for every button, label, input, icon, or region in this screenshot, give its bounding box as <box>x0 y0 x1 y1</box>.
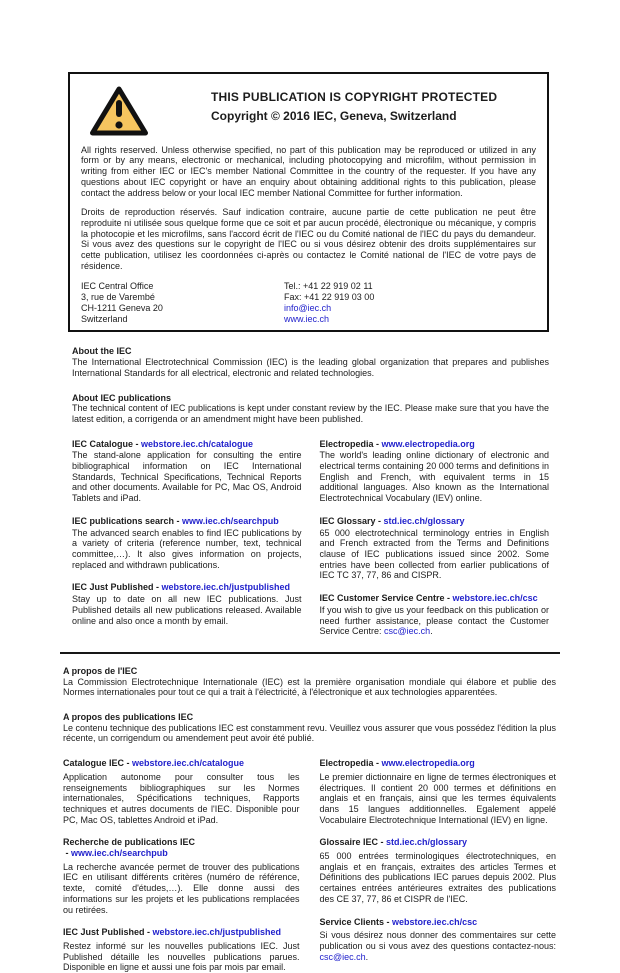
section-body: Le contenu technique des publications IEC est constamment revu. Veuillez vous assurer que vous possédez l'édition la plus récente, un corrigendum ou amendement peut avoir été publié. <box>63 722 557 744</box>
english-section <box>72 346 549 636</box>
about-the-iec-section <box>72 346 549 378</box>
entry-url-link[interactable]: webstore.iec.ch/catalogue <box>132 758 245 769</box>
entry-body: The advanced search enables to find IEC publications by a variety of criteria (reference number, text, technical committee,…). It also gives information on projects, replaced and withdrawn publications. <box>72 527 302 570</box>
contact-block <box>81 281 536 325</box>
separator: - <box>63 848 71 859</box>
entry-body-text: Si vous désirez nous donner des commentaires sur cette publication ou si vous avez des questions contactez-nous: <box>319 930 556 951</box>
entry-electropedia-fr <box>320 758 557 825</box>
csc-email-link[interactable]: csc@iec.ch <box>319 951 366 962</box>
separator: - <box>384 916 393 927</box>
separator: - <box>373 438 382 449</box>
copyright-subtitle: Copyright © 2016 IEC, Geneva, Switzerland <box>211 108 457 123</box>
entry-body-text: If you wish to give us your feedback on this publication or need further assistance, please contact the Customer Service Centre: <box>319 604 549 637</box>
entry-body-suffix: . <box>430 626 433 637</box>
separator: - <box>375 515 384 526</box>
csc-email-link[interactable]: csc@iec.ch <box>384 626 431 637</box>
entry-url-link[interactable]: std.iec.ch/glossary <box>386 837 468 848</box>
entry-title: Catalogue IEC <box>63 758 125 769</box>
a-propos-des-publications-section <box>63 712 556 744</box>
entry-url-link[interactable]: webstore.iec.ch/csc <box>452 593 538 604</box>
section-heading: A propos de l'IEC <box>63 665 138 676</box>
entry-title: Electropedia <box>319 758 374 769</box>
entry-iec-customer-service-centre <box>320 593 550 637</box>
entry-title: IEC Catalogue <box>72 438 134 449</box>
entry-title: Electropedia <box>319 438 374 449</box>
french-left-column <box>63 758 300 973</box>
section-heading: A propos des publications IEC <box>63 712 194 723</box>
section-divider-line <box>60 652 560 654</box>
entry-body: The stand-alone application for consulting the entire bibliographical information on IEC International Standards, Technical Specifications, Technical Reports and other documents. Available for PC, Mac OS, Android Tablets and iPad. <box>72 450 302 504</box>
copyright-notice-english: All rights reserved. Unless otherwise specified, no part of this publication may be reproduced or utilized in any form or by any means, electronic or mechanical, including photocopying and microfilm, without permission in writing from either IEC or IEC's member National Committee in the country of the requester. If you have any questions about IEC copyright or have an enquiry about obtaining additional rights to this publication, please contact the address below or your local IEC member National Committee for further information. <box>81 144 536 198</box>
website-link[interactable]: www.iec.ch <box>284 314 330 325</box>
entry-title: Service Clients <box>319 916 385 927</box>
english-publication-columns <box>72 439 549 637</box>
entry-body <box>320 605 550 637</box>
entry-url-link[interactable]: www.electropedia.org <box>381 758 475 769</box>
iec-phone-web <box>284 281 374 325</box>
separator: - <box>378 837 387 848</box>
separator: - <box>373 758 382 769</box>
separator: - <box>144 927 153 938</box>
entry-title: IEC Just Published <box>63 927 145 938</box>
entry-iec-just-published-en <box>72 582 302 626</box>
entry-url-link[interactable]: std.iec.ch/glossary <box>383 515 465 526</box>
entry-iec-glossary <box>320 516 550 581</box>
separator: - <box>444 593 453 604</box>
copyright-title: THIS PUBLICATION IS COPYRIGHT PROTECTED <box>211 90 498 104</box>
entry-body: Stay up to date on all new IEC publications. Just Published details all new publications released. Available online and also once a month by email. <box>72 594 302 626</box>
copyright-box-header <box>81 85 536 140</box>
entry-url-link[interactable]: www.iec.ch/searchpub <box>71 848 168 859</box>
entry-body: Restez informé sur les nouvelles publications IEC. Just Published détaille les nouvelles publications parues. Disponible en ligne et aussi une fois par mois par email. <box>63 940 300 973</box>
entry-title: Glossaire IEC <box>319 837 379 848</box>
entry-url-link[interactable]: webstore.iec.ch/catalogue <box>141 438 254 449</box>
entry-url-link[interactable]: webstore.iec.ch/justpublished <box>161 582 291 593</box>
entry-title: Recherche de publications IEC <box>63 837 196 848</box>
copyright-titles <box>211 85 497 121</box>
english-left-column <box>72 439 302 637</box>
entry-body: 65 000 entrées terminologiques électrotechniques, en anglais et en français, extraites des articles Termes et Définitions des publications IEC parues depuis 2002. Plus certaines entrées antérieures extraites des publications des CE 37, 77, 86 et CISPR de l'IEC. <box>319 851 556 904</box>
french-publication-columns <box>63 758 556 973</box>
entry-body: 65 000 electrotechnical terminology entries in English and French extracted from the Terms and Definitions clause of IEC publications issued since 2002. Some entries have been collected from earlier publications of IEC TC 37, 77, 86 and CISPR. <box>319 527 549 581</box>
entry-body: Application autonome pour consulter tous les renseignements bibliographiques sur les Normes internationales, Spécifications techniques, Rapports techniques et autres documents de l'IEC. Disponible pour PC, Mac OS, tablettes Android et iPad. <box>63 771 300 825</box>
entry-catalogue-iec <box>63 758 300 825</box>
entry-iec-publications-search <box>72 516 302 571</box>
section-heading: About IEC publications <box>72 392 171 403</box>
english-right-column <box>320 439 550 637</box>
address-line: IEC Central Office <box>81 281 154 292</box>
separator: - <box>124 758 133 769</box>
entry-glossaire-iec <box>320 837 557 904</box>
entry-body <box>320 930 557 962</box>
entry-url-link[interactable]: www.iec.ch/searchpub <box>182 515 279 526</box>
address-line: Switzerland <box>81 314 128 325</box>
entry-body-suffix: . <box>365 951 369 962</box>
french-section <box>63 666 556 973</box>
a-propos-de-iec-section <box>63 666 556 698</box>
entry-title: IEC Glossary <box>319 515 376 526</box>
entry-url-link[interactable]: webstore.iec.ch/csc <box>392 916 478 927</box>
section-heading: About the IEC <box>72 346 132 357</box>
email-link[interactable]: info@iec.ch <box>284 303 332 314</box>
entry-iec-just-published-fr <box>63 927 300 973</box>
section-body: The technical content of IEC publications is kept under constant review by the IEC. Please make sure that you have the latest edition, a corrigenda or an amendment might have been published. <box>72 403 549 424</box>
separator: - <box>174 515 183 526</box>
entry-body: Le premier dictionnaire en ligne de termes électroniques et électriques. Il contient 20 000 termes et définitions en anglais et en français, ainsi que les termes équivalents dans 15 langues additionnelles. Egalement appelé Vocabulaire Electrotechnique International (IEV) en ligne. <box>319 771 556 825</box>
entry-url-link[interactable]: www.electropedia.org <box>381 438 475 449</box>
french-right-column <box>320 758 557 973</box>
entry-body: La recherche avancée permet de trouver des publications IEC en utilisant différents critères (numéro de référence, texte, comité d'études,…). Elle donne aussi des informations sur les projets et les publications remplacées ou retirées. <box>63 861 300 915</box>
entry-title: IEC Just Published <box>72 582 154 593</box>
section-body: La Commission Electrotechnique Internationale (IEC) est la première organisation mondiale qui élabore et publie des Normes internationales pour tout ce qui a trait à l'électricité, à l'électronique et aux technologies apparentées. <box>63 676 556 698</box>
separator: - <box>153 582 162 593</box>
address-line: CH-1211 Geneva 20 <box>81 303 163 314</box>
about-iec-publications-section <box>72 393 549 425</box>
entry-electropedia-en <box>320 439 550 504</box>
entry-service-clients <box>320 917 557 963</box>
telephone-number: Tel.: +41 22 919 02 11 <box>284 281 373 292</box>
entry-title: IEC Customer Service Centre <box>319 593 445 604</box>
copyright-notice-box <box>68 72 549 332</box>
fax-number: Fax: +41 22 919 03 00 <box>284 292 375 303</box>
entry-recherche-de-publications <box>63 837 300 915</box>
entry-iec-catalogue <box>72 439 302 504</box>
warning-triangle-icon <box>89 85 149 140</box>
entry-url-link[interactable]: webstore.iec.ch/justpublished <box>152 927 282 938</box>
iec-address <box>81 281 284 325</box>
copyright-notice-french: Droits de reproduction réservés. Sauf indication contraire, aucune partie de cette publication ne peut être reproduite ni utilisée sous quelque forme que ce soit et par aucun procédé, électronique ou mécanique, y compris la photocopie et les microfilms, sans l'accord écrit de l'IEC ou du Comité national de l'IEC du pays du demandeur. Si vous avez des questions sur le copyright de l'IEC ou si vous désirez obtenir des droits supplémentaires sur cette publication, utilisez les coordonnées ci-après ou contactez le Comité national de l'IEC de votre pays de résidence. <box>81 207 536 271</box>
entry-title: IEC publications search <box>72 515 175 526</box>
separator: - <box>133 438 142 449</box>
address-line: 3, rue de Varembé <box>81 292 155 303</box>
entry-body: The world's leading online dictionary of electronic and electrical terms containing 20 000 terms and definitions in English and French, with equivalent terms in 15 additional languages. Also known as the International Electrotechnical Vocabulary (IEV) online. <box>319 450 549 504</box>
section-body: The International Electrotechnical Commission (IEC) is the leading global organization that prepares and publishes International Standards for all electrical, electronic and related technologies. <box>72 357 549 378</box>
